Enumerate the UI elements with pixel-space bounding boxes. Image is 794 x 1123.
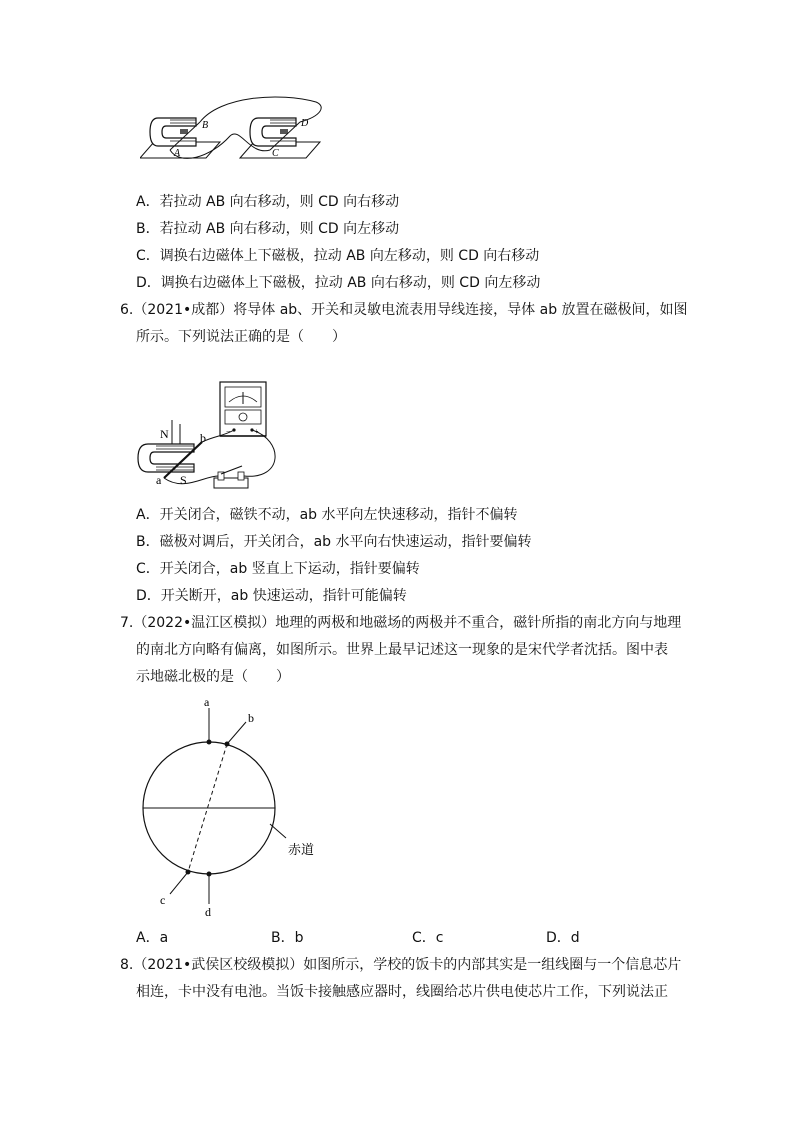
q6-option-c[interactable]: C．开关闭合，ab 竖直上下运动，指针要偏转 [136,561,420,577]
q7-option-a[interactable]: A．a [136,930,169,946]
q7-stem-line3: 示地磁北极的是（ ） [136,669,290,685]
left-conductor [180,129,188,134]
q7-stem-line1: 7.（2022•温江区模拟）地理的两极和地磁场的两极并不重合，磁针所指的南北方向与地理 [120,615,682,631]
q6-stem-line1: 6.（2021•成都）将导体 ab、开关和灵敏电流表用导线连接，导体 ab 放置在磁极间，如图 [120,302,688,318]
label-d: d [205,905,211,919]
q7-stem-line2: 的南北方向略有偏离，如图所示。世界上最早记述这一现象的是宋代学者沈括。图中表 [136,642,668,658]
q6-option-d[interactable]: D．开关断开，ab 快速运动，指针可能偏转 [136,588,407,604]
figure-earth-poles [136,692,336,920]
label-a: a [156,473,162,487]
label-b: b [200,431,206,445]
label-B: B [202,120,209,131]
q6-option-a[interactable]: A．开关闭合，磁铁不动，ab 水平向左快速移动，指针不偏转 [136,507,518,523]
q8-stem-line2: 相连，卡中没有电池。当饭卡接触感应器时，线圈给芯片供电使芯片工作，下列说法正 [136,984,668,1000]
figure-galvanometer-circuit [134,380,294,498]
point-c [186,870,191,875]
label-c: c [160,893,166,907]
point-b [225,742,230,747]
plus-terminal: + [254,427,259,436]
q7-option-d[interactable]: D．d [546,930,580,946]
q5-option-b[interactable]: B．若拉动 AB 向右移动，则 CD 向左移动 [136,221,400,237]
label-D: D [301,118,309,129]
label-N: N [160,427,169,441]
wire-meter-switch [244,430,275,476]
figure-two-magnets [140,96,340,166]
q5-option-c[interactable]: C．调换右边磁体上下磁极，拉动 AB 向左移动，则 CD 向右移动 [136,248,540,264]
q5-option-a[interactable]: A．若拉动 AB 向右移动，则 CD 向右移动 [136,194,400,210]
minus-terminal: − [226,427,231,436]
wire-a-switch [164,476,218,484]
label-b: b [248,711,254,725]
label-a: a [204,695,210,709]
point-a [207,740,212,745]
point-d [207,872,212,877]
right-conductor [280,129,288,134]
q8-stem-line1: 8.（2021•武侯区校级模拟）如图所示，学校的饭卡的内部其实是一组线圈与一个信息芯片 [120,957,682,973]
label-S: S [180,473,187,487]
label-A: A [174,148,181,159]
q5-option-d[interactable]: D．调换右边磁体上下磁极，拉动 AB 向右移动，则 CD 向左移动 [136,275,541,291]
label-equator: 赤道 [288,842,315,857]
label-C: C [272,148,279,159]
q6-option-b[interactable]: B．磁极对调后，开关闭合，ab 水平向右快速运动，指针要偏转 [136,534,532,550]
q7-option-b[interactable]: B．b [271,930,304,946]
q7-option-c[interactable]: C．c [412,930,444,946]
q6-stem-line2: 所示。下列说法正确的是（ ） [136,329,346,345]
